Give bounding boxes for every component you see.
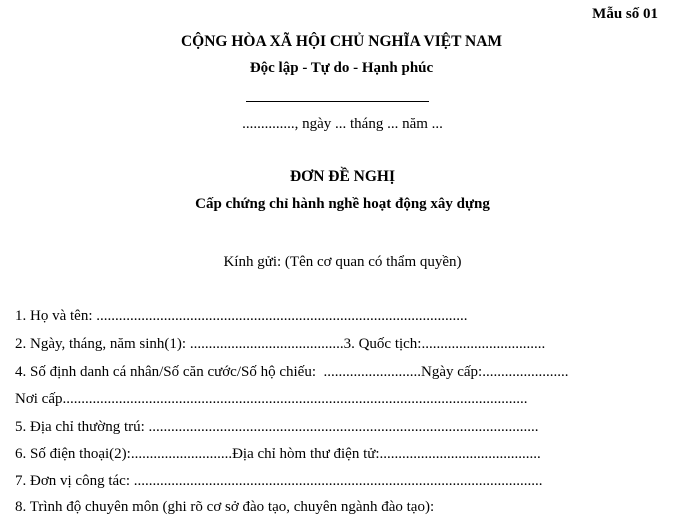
field-id-number-issue-date: 4. Số định danh cá nhân/Số căn cước/Số hộ chiếu: ..........................Ngày cấp:....................... xyxy=(15,364,569,380)
field-phone-email: 6. Số điện thoại(2):...........................Địa chỉ hòm thư điện tử:........................................... xyxy=(15,446,541,462)
field-workplace: 7. Đơn vị công tác: ............................................................................................................. xyxy=(15,473,543,489)
field-permanent-address: 5. Địa chỉ thường trú: ........................................................................................................ xyxy=(15,419,539,435)
field-full-name: 1. Họ và tên: ................................................................................................... xyxy=(15,308,468,324)
recipient-line: Kính gửi: (Tên cơ quan có thẩm quyền) xyxy=(223,254,462,270)
field-qualification: 8. Trình độ chuyên môn (ghi rõ cơ sở đào tạo, chuyên ngành đào tạo): xyxy=(15,499,435,515)
document-subtitle: Cấp chứng chỉ hành nghề hoạt động xây dựng xyxy=(195,196,490,212)
field-issue-place: Nơi cấp............................................................................................................................ xyxy=(15,391,528,407)
national-motto: Độc lập - Tự do - Hạnh phúc xyxy=(249,60,434,76)
field-birth-date-nationality: 2. Ngày, tháng, năm sinh(1): .........................................3. Quốc tịch:................................. xyxy=(15,336,546,352)
national-title: CỘNG HÒA XÃ HỘI CHỦ NGHĨA VIỆT NAM xyxy=(180,33,503,50)
form-number: Mẫu số 01 xyxy=(592,6,658,22)
header-divider xyxy=(246,101,429,102)
date-line: .............., ngày ... tháng ... năm ... xyxy=(242,116,443,132)
document-title: ĐƠN ĐỀ NGHỊ xyxy=(289,168,396,185)
